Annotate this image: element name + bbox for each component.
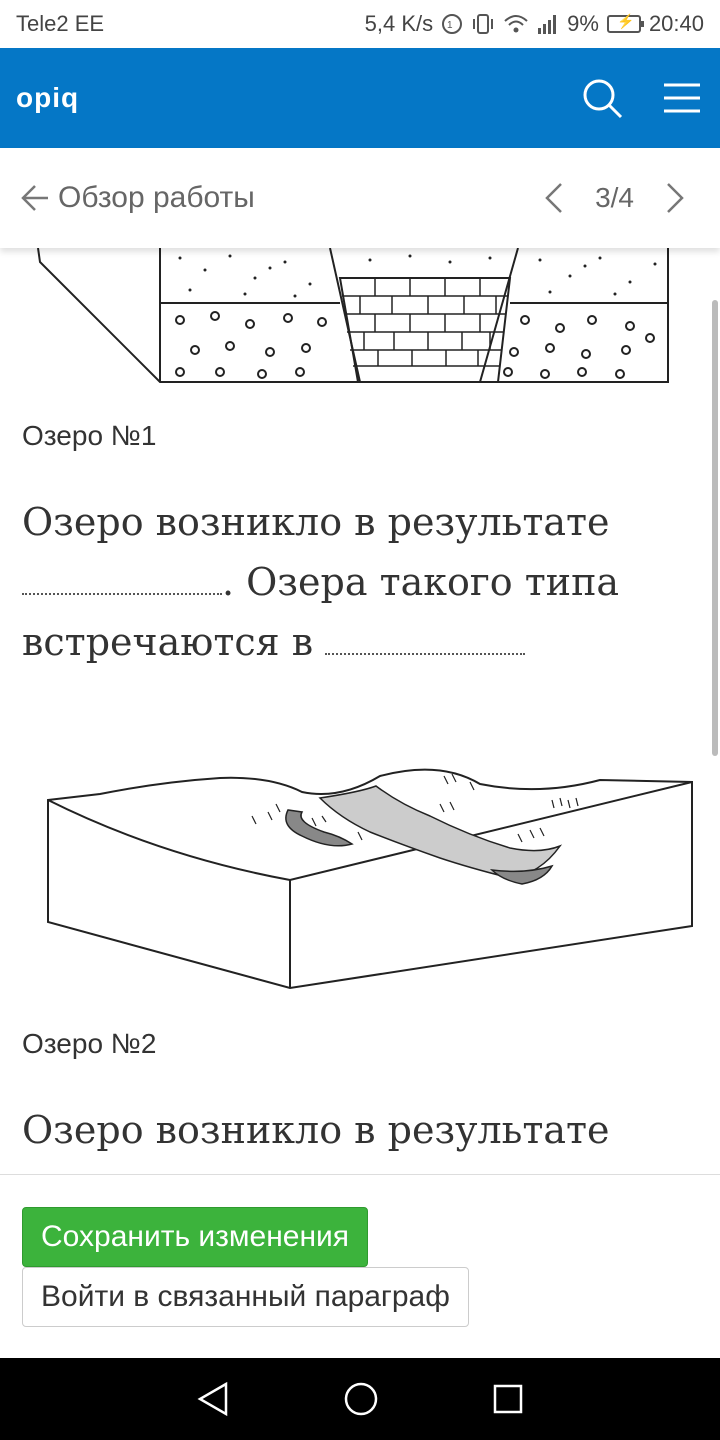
- app-bar-actions: [580, 76, 700, 120]
- svg-text:1: 1: [447, 20, 453, 31]
- net-speed: 5,4 K/s: [364, 11, 434, 36]
- lake-2-text-part1: Озеро возникло в результате: [22, 1108, 610, 1152]
- back-triangle-icon[interactable]: [196, 1381, 230, 1417]
- content-scrollbar[interactable]: [712, 300, 718, 756]
- lake-2-question: [22, 1100, 682, 1160]
- chevron-left-icon[interactable]: [539, 178, 569, 218]
- status-bar: [0, 0, 720, 48]
- save-changes-button[interactable]: Сохранить изменения: [22, 1207, 368, 1267]
- app-bar: [0, 48, 720, 148]
- home-circle-icon[interactable]: [343, 1381, 379, 1417]
- lake-1-illustration: [30, 248, 680, 388]
- carrier-name: Tele2 EE: [16, 11, 105, 36]
- arrow-left-icon: [20, 183, 50, 213]
- search-icon[interactable]: [580, 76, 624, 120]
- clock: 20:40: [648, 11, 704, 36]
- battery-icon: ⚡: [607, 15, 641, 33]
- work-navigation-bar: [0, 148, 720, 248]
- signal-icon: [537, 13, 559, 35]
- lake-1-question: [22, 492, 682, 672]
- status-icons: [365, 11, 704, 37]
- lake-1-answer-blank-1[interactable]: [22, 555, 222, 595]
- lake-1-answer-blank-2[interactable]: [325, 615, 525, 655]
- back-link-label: Обзор работы: [58, 181, 255, 214]
- back-to-overview-link[interactable]: [20, 181, 255, 215]
- system-navigation-bar: [0, 1358, 720, 1440]
- page-indicator: 3/4: [595, 182, 634, 213]
- vibrate-icon: [471, 13, 495, 35]
- menu-icon[interactable]: [664, 82, 700, 114]
- recents-square-icon[interactable]: [492, 1383, 524, 1415]
- action-panel: [0, 1174, 720, 1358]
- linked-paragraph-button[interactable]: Войти в связанный параграф: [22, 1267, 469, 1327]
- lake-2-illustration: [40, 756, 700, 996]
- chevron-right-icon[interactable]: [660, 178, 690, 218]
- opiq-logo[interactable]: opiq: [16, 82, 80, 113]
- lake-2-label: Озеро №2: [22, 1028, 157, 1059]
- lake-1-label: Озеро №1: [22, 420, 157, 451]
- battery-percent: 9%: [567, 11, 599, 36]
- lake-1-text-part2: . Озера такого типа встречаются в: [22, 560, 620, 664]
- wifi-icon: [503, 13, 529, 35]
- task-content: [0, 248, 720, 1174]
- lake-1-text-part1: Озеро возникло в результате: [22, 500, 610, 544]
- pager: [539, 178, 690, 218]
- data-saver-icon: [441, 13, 463, 35]
